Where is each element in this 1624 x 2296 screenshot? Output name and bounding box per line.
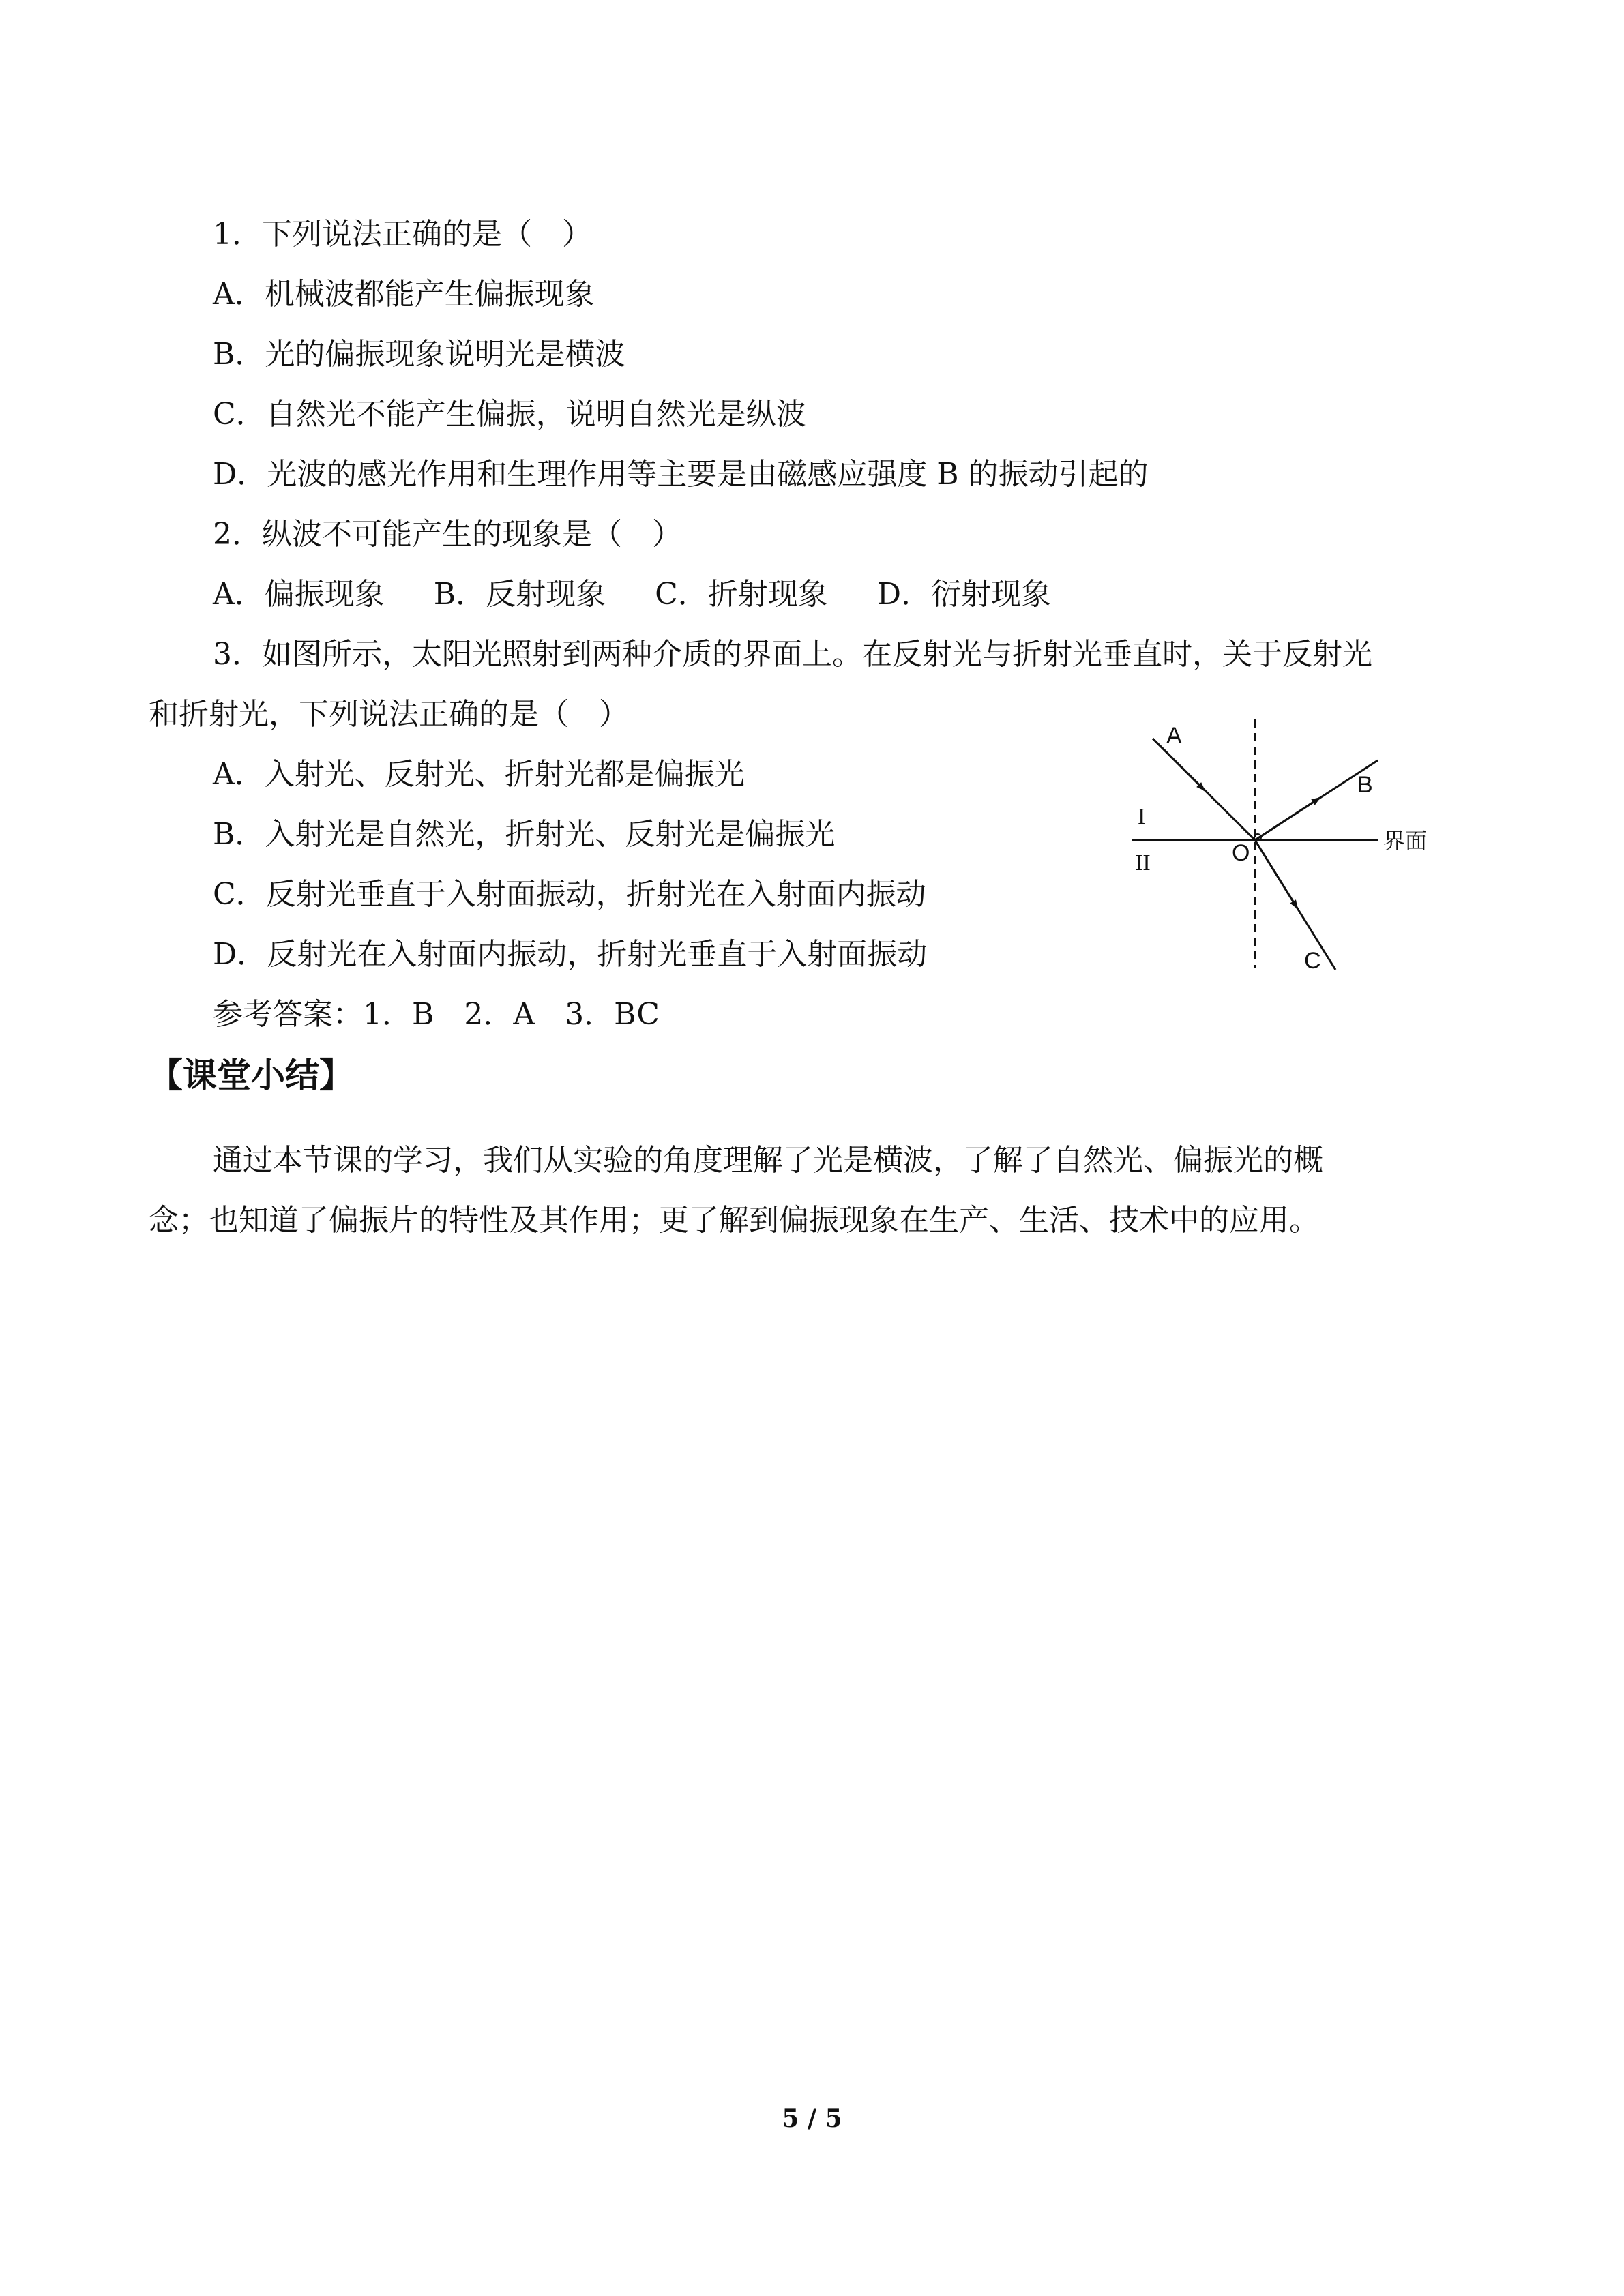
reflected-ray-arrow — [1255, 798, 1320, 840]
question-3-option-d: D．反射光在入射面内振动，折射光垂直于入射面振动 — [213, 937, 928, 972]
page-number: 5 / 5 — [782, 2104, 842, 2133]
question-2-option-d: D．衍射现象 — [876, 577, 1052, 612]
question-3-option-a: A．入射光、反射光、折射光都是偏振光 — [213, 757, 745, 792]
label-interface: 界面 — [1383, 828, 1428, 854]
label-b: B — [1357, 772, 1373, 798]
question-1-option-d: D．光波的感光作用和生理作用等主要是由磁感应强度 B 的振动引起的 — [213, 457, 1149, 492]
summary-line-1: 通过本节课的学习，我们从实验的角度理解了光是横波，了解了自然光、偏振光的概 — [213, 1143, 1323, 1178]
refracted-ray-arrow — [1255, 840, 1297, 908]
label-o: O — [1232, 840, 1250, 866]
answer-key: 参考答案：1．B 2．A 3．BC — [213, 997, 660, 1032]
label-medium-1: I — [1138, 804, 1146, 829]
question-1-option-b: B．光的偏振现象说明光是横波 — [213, 337, 625, 372]
question-2-option-c: C．折射现象 — [655, 577, 828, 612]
label-a: A — [1166, 723, 1182, 749]
summary-line-2: 念；也知道了偏振片的特性及其作用；更了解到偏振现象在生产、生活、技术中的应用。 — [149, 1203, 1319, 1238]
reflection-refraction-diagram — [1119, 709, 1473, 982]
question-2-option-a: A．偏振现象 — [213, 577, 385, 612]
question-1-option-a: A．机械波都能产生偏振现象 — [213, 277, 595, 312]
question-1-stem: 1．下列说法正确的是（ ） — [213, 217, 592, 252]
question-3-option-b: B．入射光是自然光，折射光、反射光是偏振光 — [213, 817, 836, 852]
section-heading: 【课堂小结】 — [149, 1055, 353, 1095]
question-2-stem: 2．纵波不可能产生的现象是（ ） — [213, 517, 682, 552]
label-medium-2: II — [1135, 850, 1151, 876]
question-2-options — [213, 577, 1100, 612]
question-3-stem-line-1: 3．如图所示，太阳光照射到两种介质的界面上。在反射光与折射光垂直时，关于反射光 — [213, 637, 1372, 672]
question-2-option-b: B．反射现象 — [433, 577, 606, 612]
question-3-stem-line-2: 和折射光，下列说法正确的是（ ） — [149, 697, 629, 732]
label-c: C — [1304, 948, 1321, 974]
question-3-option-c: C．反射光垂直于入射面振动，折射光在入射面内振动 — [213, 877, 926, 912]
question-1-option-c: C．自然光不能产生偏振，说明自然光是纵波 — [213, 397, 806, 432]
